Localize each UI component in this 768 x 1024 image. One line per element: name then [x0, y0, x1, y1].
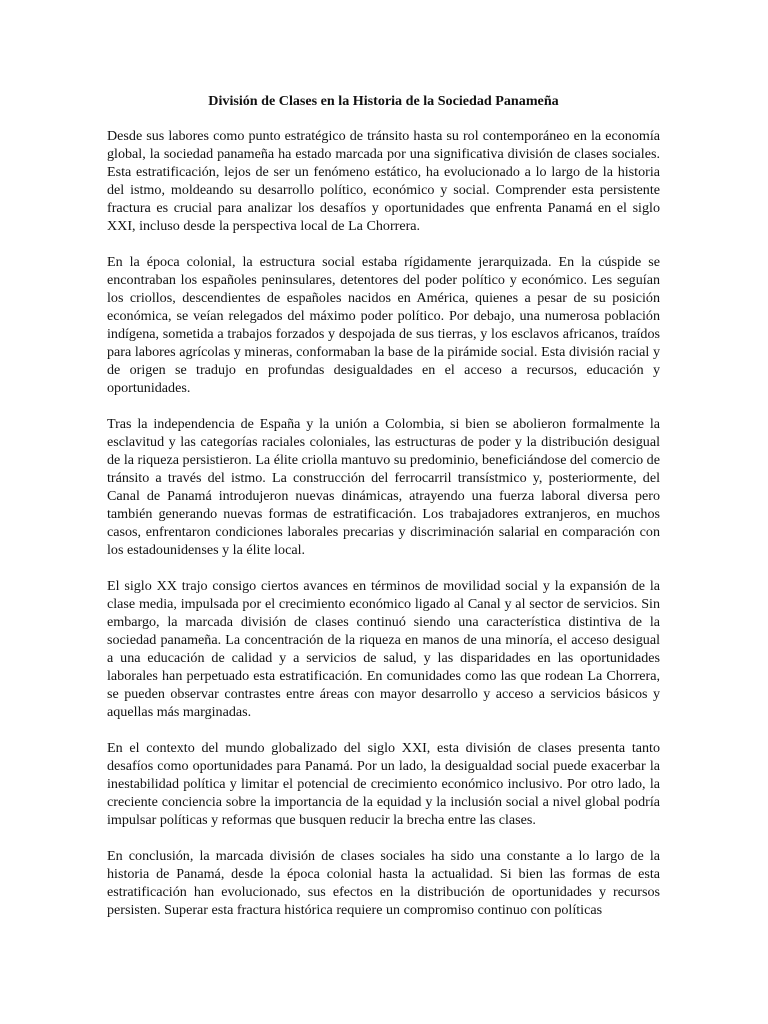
paragraph-independence: Tras la independencia de España y la unión a Colombia, si bien se abolieron formalmente la esclavitud y las categorías raciales coloniales, las estructuras de poder y la distribución desigual de la riqueza persistieron. La élite criolla mantuvo su predominio, beneficiándose del comercio de tránsito a través del istmo. La construcción del ferrocarril transístmico y, posteriormente, del Canal de Panamá introdujeron nuevas dinámicas, atrayendo una fuerza laboral diversa pero también generando nuevas formas de estratificación. Los trabajadores extranjeros, en muchos casos, enfrentaron condiciones laborales precarias y discriminación salarial en comparación con los estadounidenses y la élite local.: [107, 416, 660, 558]
paragraph-twenty-first-century: En el contexto del mundo globalizado del siglo XXI, esta división de clases presenta tanto desafíos como oportunidades para Panamá. Por un lado, la desigualdad social puede exacerbar la inestabilidad política y limitar el potencial de crecimiento económico inclusivo. Por otro lado, la creciente conciencia sobre la importancia de la equidad y la inclusión social a nivel global podría impulsar políticas y reformas que busquen reducir la brecha entre las clases.: [107, 740, 660, 828]
document-title: División de Clases en la Historia de la Sociedad Panameña: [208, 93, 559, 109]
paragraph-conclusion: En conclusión, la marcada división de clases sociales ha sido una constante a lo largo de la historia de Panamá, desde la época colonial hasta la actualidad. Si bien las formas de esta estratificación han evolucionado, sus efectos en la distribución de oportunidades y recursos persisten. Superar esta fractura histórica requiere un compromiso continuo con políticas: [107, 848, 660, 918]
paragraph-intro: Desde sus labores como punto estratégico de tránsito hasta su rol contemporáneo en la economía global, la sociedad panameña ha estado marcada por una significativa división de clases sociales. Esta estratificación, lejos de ser un fenómeno estático, ha evolucionado a lo largo de la historia del istmo, moldeando su desarrollo político, económico y social. Comprender esta persistente fractura es crucial para analizar los desafíos y oportunidades que enfrenta Panamá en el siglo XXI, incluso desde la perspectiva local de La Chorrera.: [107, 128, 660, 234]
paragraph-twentieth-century: El siglo XX trajo consigo ciertos avances en términos de movilidad social y la expansión de la clase media, impulsada por el crecimiento económico ligado al Canal y al sector de servicios. Sin embargo, la marcada división de clases continuó siendo una característica distintiva de la sociedad panameña. La concentración de la riqueza en manos de una minoría, el acceso desigual a una educación de calidad y a servicios de salud, y las disparidades en las oportunidades laborales han perpetuado esta estratificación. En comunidades como las que rodean La Chorrera, se pueden observar contrastes entre áreas con mayor desarrollo y acceso a servicios básicos y aquellas más marginadas.: [107, 578, 660, 720]
document-body: [107, 92, 660, 937]
paragraph-colonial-era: En la época colonial, la estructura social estaba rígidamente jerarquizada. En la cúspide se encontraban los españoles peninsulares, detentores del poder político y económico. Les seguían los criollos, descendientes de españoles nacidos en América, quienes a pesar de su posición económica, se veían relegados del máximo poder político. Por debajo, una numerosa población indígena, sometida a trabajos forzados y despojada de sus tierras, y los esclavos africanos, traídos para labores agrícolas y mineras, conformaban la base de la pirámide social. Esta división racial y de origen se tradujo en profundas desigualdades en el acceso a recursos, educación y oportunidades.: [107, 254, 660, 396]
